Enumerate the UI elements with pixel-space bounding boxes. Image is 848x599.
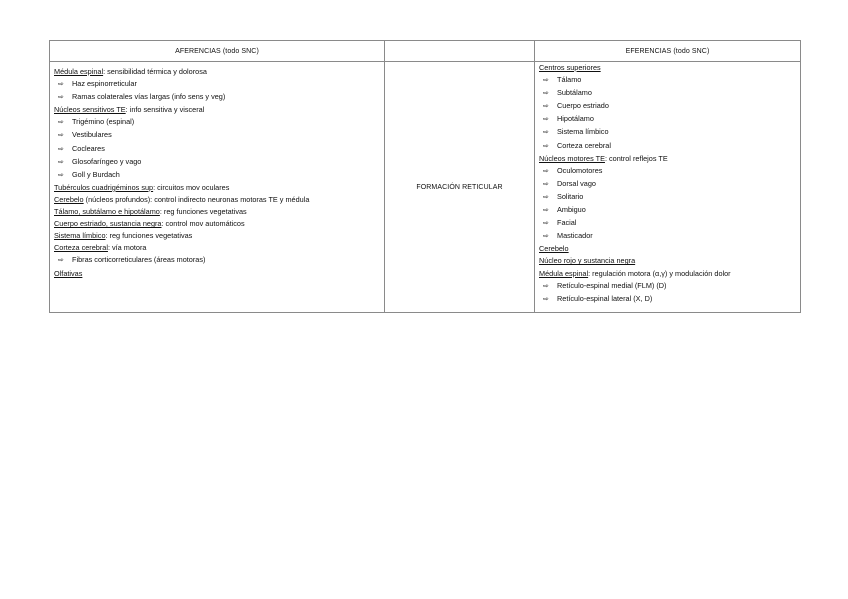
document-table bbox=[49, 40, 801, 313]
arrow-right-icon: ⇨ bbox=[543, 77, 549, 85]
subitem-label: Retículo-espinal lateral (X, D) bbox=[557, 293, 653, 303]
aferencias-category bbox=[54, 66, 384, 78]
aferencias-subitem bbox=[54, 143, 384, 156]
eferencias-subitem bbox=[539, 191, 800, 204]
aferencias-category bbox=[54, 194, 384, 206]
arrow-right-icon: ⇨ bbox=[543, 129, 549, 137]
aferencias-category bbox=[54, 230, 384, 242]
eferencias-subitem bbox=[539, 230, 800, 243]
body-row bbox=[50, 62, 801, 313]
eferencias-subitem bbox=[539, 126, 800, 139]
arrow-right-icon: ⇨ bbox=[58, 119, 64, 127]
subitem-label: Tálamo bbox=[557, 75, 582, 85]
eferencias-subitem bbox=[539, 280, 800, 293]
eferencias-list bbox=[539, 62, 800, 306]
subitem-label: Facial bbox=[557, 218, 577, 228]
category-title: Núcleo rojo y sustancia negra bbox=[539, 256, 636, 266]
aferencias-subitem bbox=[54, 91, 384, 104]
category-title: Olfativas bbox=[54, 268, 83, 278]
eferencias-subitem bbox=[539, 140, 800, 153]
eferencias-subitem bbox=[539, 87, 800, 100]
subitem-label: Cocleares bbox=[72, 143, 105, 153]
aferencias-subitem bbox=[54, 129, 384, 142]
category-title: Núcleos sensitivos TE bbox=[54, 105, 126, 115]
category-title: Tálamo, subtálamo e hipotálamo bbox=[54, 207, 160, 217]
aferencias-list bbox=[54, 66, 384, 280]
subitem-label: Retículo-espinal medial (FLM) (D) bbox=[557, 280, 667, 290]
category-title: Cerebelo bbox=[539, 244, 569, 254]
arrow-right-icon: ⇨ bbox=[543, 167, 549, 175]
eferencias-category bbox=[539, 243, 800, 255]
aferencias-category bbox=[54, 268, 384, 280]
header-aferencias: AFERENCIAS (todo SNC) bbox=[50, 41, 385, 62]
subitem-label: Haz espinorreticular bbox=[72, 79, 137, 89]
subitem-label: Cuerpo estriado bbox=[557, 101, 609, 111]
category-description: : control mov automáticos bbox=[161, 219, 245, 229]
eferencias-category bbox=[539, 62, 800, 74]
header-eferencias: EFERENCIAS (todo SNC) bbox=[535, 41, 801, 62]
category-title: Corteza cerebral bbox=[54, 243, 108, 253]
arrow-right-icon: ⇨ bbox=[543, 90, 549, 98]
aferencias-subitem bbox=[54, 254, 384, 267]
aferencias-subitem bbox=[54, 78, 384, 91]
arrow-right-icon: ⇨ bbox=[543, 295, 549, 303]
aferencias-category bbox=[54, 218, 384, 230]
eferencias-subitem bbox=[539, 178, 800, 191]
subitem-label: Solitario bbox=[557, 191, 584, 201]
subitem-label: Fibras corticorreticulares (áreas motoras) bbox=[72, 255, 206, 265]
aferencias-subitem bbox=[54, 156, 384, 169]
category-title: Centros superiores bbox=[539, 63, 601, 72]
arrow-right-icon: ⇨ bbox=[543, 103, 549, 111]
arrow-right-icon: ⇨ bbox=[543, 116, 549, 124]
aferencias-category bbox=[54, 182, 384, 194]
arrow-right-icon: ⇨ bbox=[58, 94, 64, 102]
category-title: Cuerpo estriado, sustancia negra bbox=[54, 219, 162, 229]
subitem-label: Masticador bbox=[557, 231, 593, 241]
arrow-right-icon: ⇨ bbox=[543, 220, 549, 228]
category-title: Núcleos motores TE bbox=[539, 153, 605, 163]
eferencias-category bbox=[539, 153, 800, 165]
eferencias-category bbox=[539, 255, 800, 267]
category-description: (núcleos profundos): control indirecto neuronas motoras TE y médula bbox=[83, 194, 310, 204]
subitem-label: Dorsal vago bbox=[557, 178, 596, 188]
formacion-reticular-cell bbox=[385, 62, 535, 313]
subitem-label: Vestibulares bbox=[72, 130, 112, 140]
arrow-right-icon: ⇨ bbox=[543, 180, 549, 188]
category-description: : regulación motora (α,γ) y modulación dolor bbox=[588, 268, 731, 278]
eferencias-subitem bbox=[539, 204, 800, 217]
subitem-label: Ambiguo bbox=[557, 205, 586, 215]
category-description: : control reflejos TE bbox=[604, 153, 668, 163]
eferencias-cell bbox=[535, 62, 801, 313]
subitem-label: Ramas colaterales vías largas (info sens y veg) bbox=[72, 92, 226, 102]
category-title: Tubérculos cuadrigéminos sup bbox=[54, 182, 154, 192]
category-title: Sistema límbico bbox=[54, 231, 106, 241]
arrow-right-icon: ⇨ bbox=[543, 282, 549, 290]
subitem-label: Subtálamo bbox=[557, 88, 592, 98]
subitem-label: Oculomotores bbox=[557, 165, 603, 175]
aferencias-subitem bbox=[54, 169, 384, 182]
aferencias-category bbox=[54, 242, 384, 254]
arrow-right-icon: ⇨ bbox=[58, 158, 64, 166]
header-row bbox=[50, 41, 801, 62]
category-description: : reg funciones vegetativas bbox=[105, 231, 193, 241]
category-description: : sensibilidad térmica y dolorosa bbox=[103, 67, 207, 76]
eferencias-category bbox=[539, 268, 800, 280]
eferencias-subitem bbox=[539, 100, 800, 113]
arrow-right-icon: ⇨ bbox=[543, 207, 549, 215]
eferencias-subitem bbox=[539, 113, 800, 126]
category-title: Médula espinal bbox=[539, 268, 589, 278]
aferencias-cell bbox=[50, 62, 385, 313]
subitem-label: Sistema límbico bbox=[557, 127, 609, 137]
category-description: : circuitos mov oculares bbox=[153, 182, 230, 192]
category-description: : reg funciones vegetativas bbox=[159, 207, 247, 217]
subitem-label: Goll y Burdach bbox=[72, 169, 120, 179]
aferencias-subitem bbox=[54, 116, 384, 129]
category-title: Cerebelo bbox=[54, 194, 84, 204]
subitem-label: Glosofaríngeo y vago bbox=[72, 156, 142, 166]
category-description: : info sensitiva y visceral bbox=[125, 105, 205, 115]
eferencias-subitem bbox=[539, 217, 800, 230]
aferencias-category bbox=[54, 104, 384, 116]
header-middle bbox=[385, 41, 535, 62]
category-description: : vía motora bbox=[107, 243, 147, 253]
eferencias-subitem bbox=[539, 74, 800, 87]
arrow-right-icon: ⇨ bbox=[58, 81, 64, 89]
arrow-right-icon: ⇨ bbox=[543, 142, 549, 150]
formacion-reticular-label: FORMACIÓN RETICULAR bbox=[416, 183, 503, 191]
arrow-right-icon: ⇨ bbox=[58, 132, 64, 140]
arrow-right-icon: ⇨ bbox=[58, 171, 64, 179]
aferencias-category bbox=[54, 206, 384, 218]
arrow-right-icon: ⇨ bbox=[58, 257, 64, 265]
eferencias-subitem bbox=[539, 165, 800, 178]
subitem-label: Corteza cerebral bbox=[557, 140, 611, 150]
eferencias-subitem bbox=[539, 293, 800, 306]
arrow-right-icon: ⇨ bbox=[543, 193, 549, 201]
subitem-label: Trigémino (espinal) bbox=[72, 117, 135, 127]
arrow-right-icon: ⇨ bbox=[543, 233, 549, 241]
arrow-right-icon: ⇨ bbox=[58, 145, 64, 153]
category-title: Médula espinal bbox=[54, 67, 104, 76]
subitem-label: Hipotálamo bbox=[557, 114, 594, 124]
